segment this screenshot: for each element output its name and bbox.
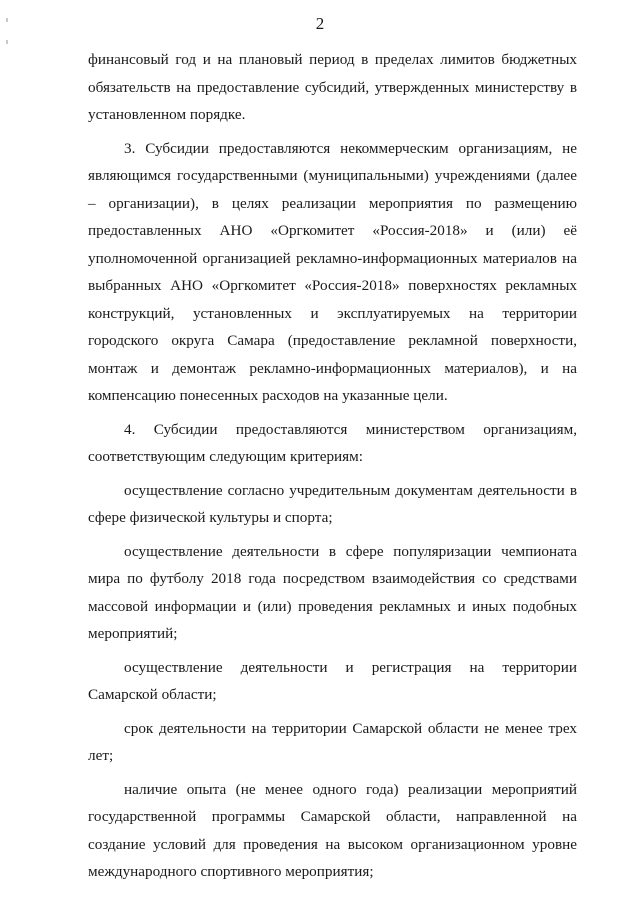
document-body	[88, 46, 577, 886]
criterion-activity-duration: срок деятельности на территории Самарской области не менее трех лет;	[88, 719, 577, 764]
scan-margin-mark	[6, 40, 8, 44]
paragraph-continuation: финансовый год и на плановый период в пределах лимитов бюджетных обязательств на предоставление субсидий, утвержденных министерству в установленном порядке.	[88, 51, 577, 123]
criterion-registration-samara: осуществление деятельности и регистрация на территории Самарской области;	[88, 658, 577, 703]
page-number: 2	[315, 14, 325, 33]
criterion-statute-activity: осуществление согласно учредительным документам деятельности в сфере физической культуры и спорта;	[88, 481, 577, 526]
criterion-world-cup-promotion: осуществление деятельности в сфере популяризации чемпионата мира по футболу 2018 года посредством взаимодействия со средствами массовой информации и (или) проведения рекламных и иных подобных мероприятий;	[88, 542, 577, 642]
paragraph-item-3: 3. Субсидии предоставляются некоммерческим организациям, не являющимся государственными (муниципальными) учреждениями (далее – организации), в целях реализации мероприятия по размещению предоставленных АНО «Оргкомитет «Россия-2018» и (или) её уполномоченной организацией рекламно-информационных материалов на выбранных АНО «Оргкомитет «Россия-2018» поверхностях рекламных конструкций, установленных и эксплуатируемых на территории городского округа Самара (предоставление рекламной поверхности, монтаж и демонтаж рекламно-информационных материалов), и на компенсацию понесенных расходов на указанные цели.	[88, 139, 577, 404]
criterion-program-experience: наличие опыта (не менее одного года) реализации мероприятий государственной программы Самарской области, направленной на создание условий для проведения на высоком организационном уровне международного спортивного мероприятия;	[88, 780, 577, 880]
paragraph-item-4: 4. Субсидии предоставляются министерством организациям, соответствующим следующим критериям:	[88, 420, 577, 465]
